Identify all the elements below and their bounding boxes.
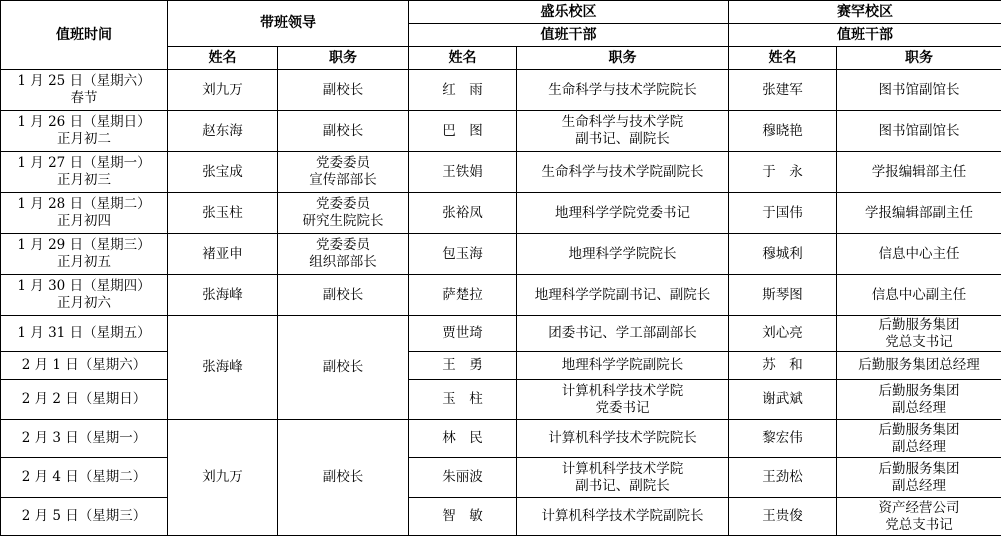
table-row (1, 193, 1001, 234)
campus-b-name-cell: 苏 和 (729, 352, 837, 380)
leader-name-cell: 张海峰 (168, 275, 278, 316)
campus-a-position-cell: 计算机科学技术学院院长 (517, 420, 729, 458)
leader-name-cell: 刘九万 (168, 420, 278, 536)
leader-name-cell: 张海峰 (168, 316, 278, 420)
campus-b-position-cell: 后勤服务集团 副总经理 (837, 420, 1001, 458)
leader-position-cell: 党委委员 研究生院院长 (278, 193, 409, 234)
campus-a-position-cell: 生命科学与技术学院院长 (517, 70, 729, 111)
leader-position-cell: 党委委员 组织部部长 (278, 234, 409, 275)
campus-a-position-cell: 地理科学学院党委书记 (517, 193, 729, 234)
campus-a-name-cell: 萨楚拉 (409, 275, 517, 316)
date-cell: 2 月 3 日（星期一） (1, 420, 168, 458)
campus-a-name-cell: 林 民 (409, 420, 517, 458)
campus-b-position-cell: 后勤服务集团 副总经理 (837, 458, 1001, 498)
table-row (1, 275, 1001, 316)
campus-b-position-cell: 图书馆副馆长 (837, 70, 1001, 111)
campus-b-name-cell: 穆城利 (729, 234, 837, 275)
campus-b-name-cell: 张建军 (729, 70, 837, 111)
date-cell: 1 月 25 日（星期六） 春节 (1, 70, 168, 111)
header-campus-a: 盛乐校区 (409, 1, 729, 24)
campus-b-position-cell: 后勤服务集团 副总经理 (837, 380, 1001, 420)
header-date: 值班时间 (1, 1, 168, 70)
header-leader-group: 带班领导 (168, 1, 409, 47)
leader-position-cell: 副校长 (278, 70, 409, 111)
table-row (1, 458, 1001, 498)
campus-b-position-cell: 资产经营公司 党总支书记 (837, 498, 1001, 536)
campus-a-name-cell: 包玉海 (409, 234, 517, 275)
campus-a-name-cell: 张裕凤 (409, 193, 517, 234)
date-cell: 1 月 30 日（星期四） 正月初六 (1, 275, 168, 316)
leader-position-cell: 党委委员 宣传部部长 (278, 152, 409, 193)
leader-name-cell: 张玉柱 (168, 193, 278, 234)
campus-a-name-cell: 智 敏 (409, 498, 517, 536)
campus-a-position-cell: 地理科学学院副院长 (517, 352, 729, 380)
campus-a-name-cell: 玉 柱 (409, 380, 517, 420)
campus-b-position-cell: 后勤服务集团总经理 (837, 352, 1001, 380)
campus-b-position-cell: 图书馆副馆长 (837, 111, 1001, 152)
campus-b-name-cell: 于国伟 (729, 193, 837, 234)
header-duty-cadre-a: 值班干部 (409, 24, 729, 47)
campus-b-name-cell: 谢武斌 (729, 380, 837, 420)
campus-a-name-cell: 红 雨 (409, 70, 517, 111)
campus-a-name-cell: 巴 图 (409, 111, 517, 152)
campus-a-position-cell: 计算机科学技术学院 党委书记 (517, 380, 729, 420)
header-b-name: 姓名 (729, 47, 837, 70)
header-b-position: 职务 (837, 47, 1001, 70)
campus-b-position-cell: 学报编辑部主任 (837, 152, 1001, 193)
date-cell: 1 月 26 日（星期日） 正月初二 (1, 111, 168, 152)
campus-a-position-cell: 团委书记、学工部副部长 (517, 316, 729, 352)
date-cell: 2 月 1 日（星期六） (1, 352, 168, 380)
header-a-position: 职务 (517, 47, 729, 70)
campus-b-name-cell: 黎宏伟 (729, 420, 837, 458)
campus-b-name-cell: 王劲松 (729, 458, 837, 498)
campus-b-name-cell: 斯琴图 (729, 275, 837, 316)
leader-name-cell: 褚亚申 (168, 234, 278, 275)
campus-a-position-cell: 生命科学与技术学院副院长 (517, 152, 729, 193)
campus-b-position-cell: 信息中心副主任 (837, 275, 1001, 316)
campus-a-name-cell: 王铁娟 (409, 152, 517, 193)
table-row (1, 111, 1001, 152)
date-cell: 2 月 2 日（星期日） (1, 380, 168, 420)
campus-b-name-cell: 刘心亮 (729, 316, 837, 352)
campus-b-position-cell: 后勤服务集团 党总支书记 (837, 316, 1001, 352)
table-row (1, 234, 1001, 275)
campus-a-name-cell: 朱丽波 (409, 458, 517, 498)
campus-b-name-cell: 穆晓艳 (729, 111, 837, 152)
date-cell: 1 月 31 日（星期五） (1, 316, 168, 352)
table-row (1, 316, 1001, 352)
campus-a-position-cell: 计算机科学技术学院副院长 (517, 498, 729, 536)
leader-name-cell: 刘九万 (168, 70, 278, 111)
campus-a-name-cell: 王 勇 (409, 352, 517, 380)
table-row (1, 352, 1001, 380)
date-cell: 2 月 4 日（星期二） (1, 458, 168, 498)
leader-position-cell: 副校长 (278, 275, 409, 316)
header-duty-cadre-b: 值班干部 (729, 24, 1001, 47)
table-row (1, 380, 1001, 420)
campus-b-position-cell: 信息中心主任 (837, 234, 1001, 275)
campus-b-position-cell: 学报编辑部副主任 (837, 193, 1001, 234)
date-cell: 2 月 5 日（星期三） (1, 498, 168, 536)
leader-position-cell: 副校长 (278, 420, 409, 536)
campus-a-position-cell: 地理科学学院院长 (517, 234, 729, 275)
leader-name-cell: 张宝成 (168, 152, 278, 193)
campus-a-position-cell: 计算机科学技术学院 副书记、副院长 (517, 458, 729, 498)
table-row (1, 70, 1001, 111)
table-row (1, 498, 1001, 536)
table-row (1, 420, 1001, 458)
header-campus-b: 赛罕校区 (729, 1, 1001, 24)
leader-position-cell: 副校长 (278, 316, 409, 420)
date-cell: 1 月 28 日（星期二） 正月初四 (1, 193, 168, 234)
table-row (1, 152, 1001, 193)
campus-a-position-cell: 地理科学学院副书记、副院长 (517, 275, 729, 316)
campus-a-position-cell: 生命科学与技术学院 副书记、副院长 (517, 111, 729, 152)
campus-b-name-cell: 王贵俊 (729, 498, 837, 536)
campus-b-name-cell: 于 永 (729, 152, 837, 193)
header-a-name: 姓名 (409, 47, 517, 70)
date-cell: 1 月 27 日（星期一） 正月初三 (1, 152, 168, 193)
leader-name-cell: 赵东海 (168, 111, 278, 152)
date-cell: 1 月 29 日（星期三） 正月初五 (1, 234, 168, 275)
header-leader-position: 职务 (278, 47, 409, 70)
campus-a-name-cell: 贾世琦 (409, 316, 517, 352)
leader-position-cell: 副校长 (278, 111, 409, 152)
header-leader-name: 姓名 (168, 47, 278, 70)
